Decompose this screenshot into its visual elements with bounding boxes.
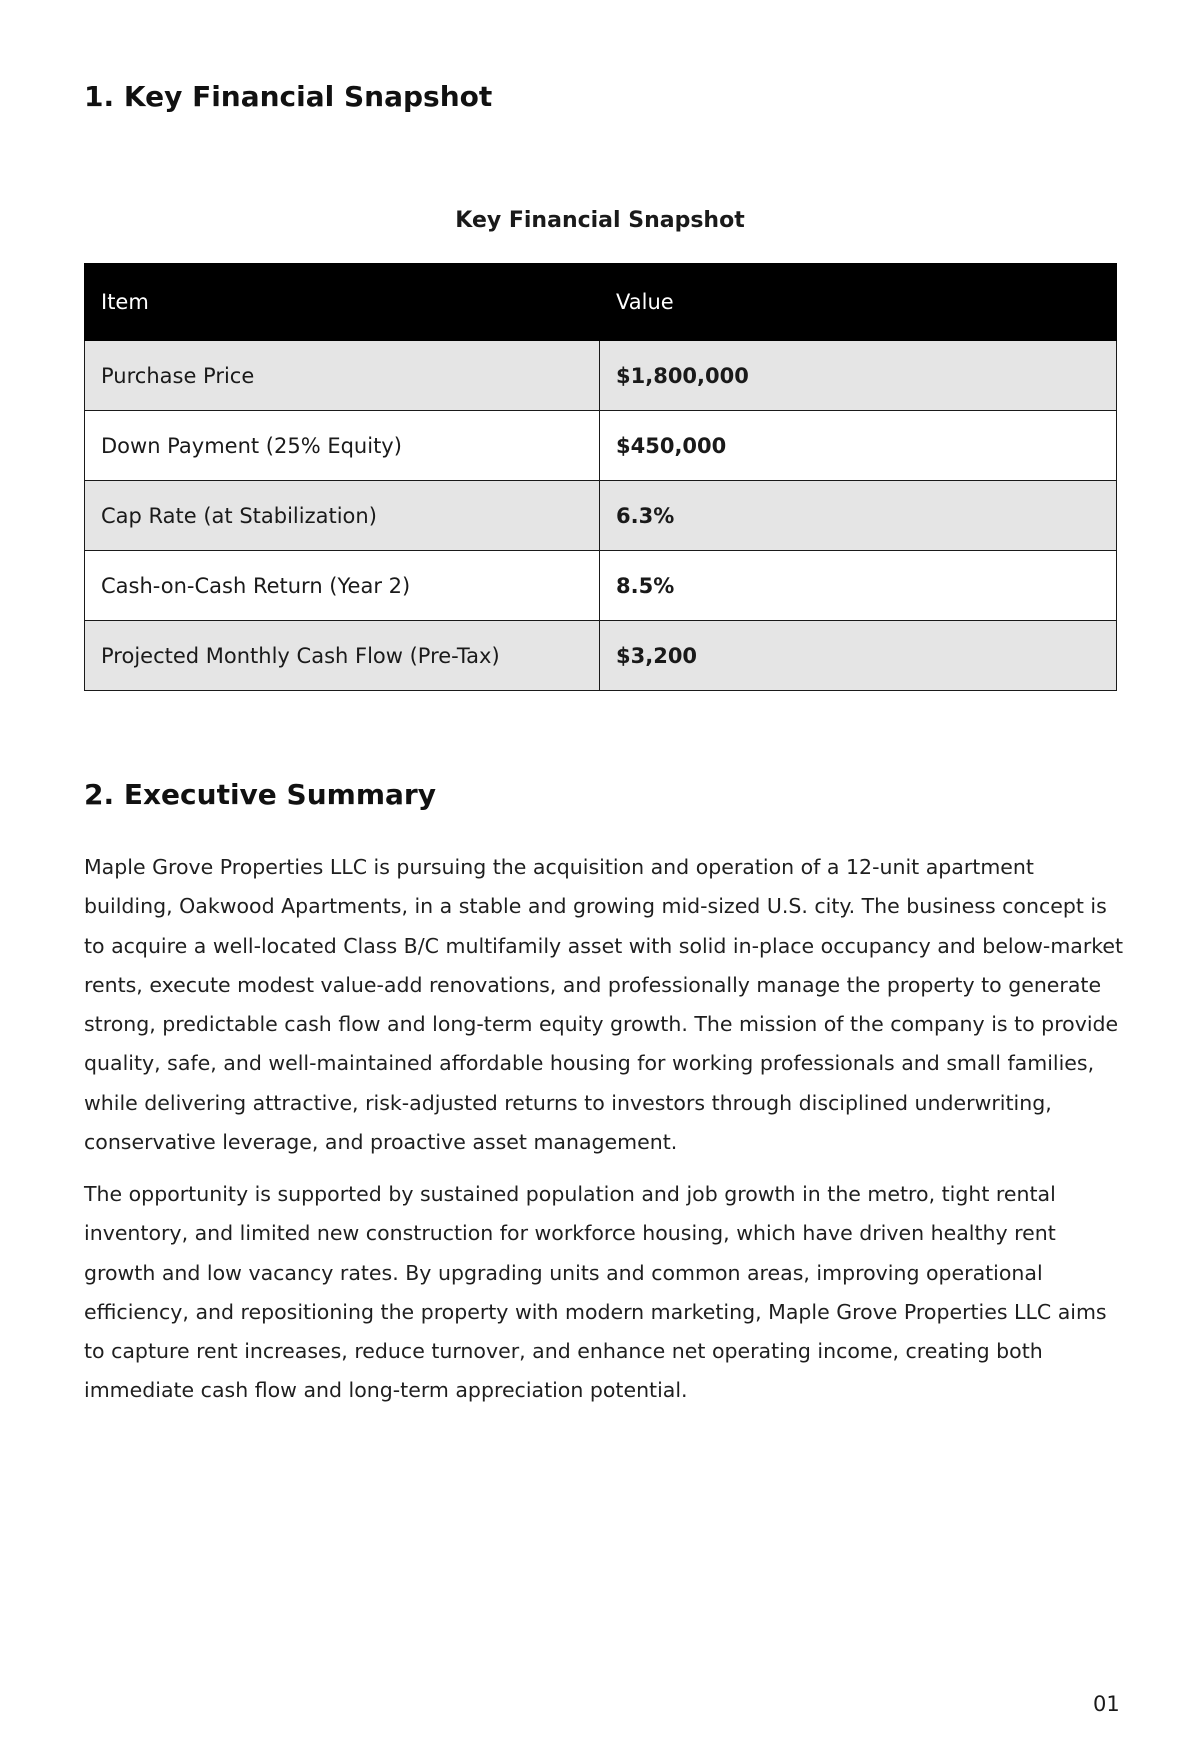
table-row (85, 621, 1117, 691)
section-heading-executive-summary: 2. Executive Summary (84, 778, 436, 811)
table-row (85, 411, 1117, 481)
financial-snapshot-table (84, 263, 1117, 691)
row-item-label: Cash-on-Cash Return (Year 2) (85, 551, 600, 621)
row-item-label: Projected Monthly Cash Flow (Pre-Tax) (85, 621, 600, 691)
row-item-value: $3,200 (600, 621, 1117, 691)
summary-paragraph: The opportunity is supported by sustained population and job growth in the metro, tight rental inventory, and limited new construction for workforce housing, which have driven healthy rent growth and low vacancy rates. By upgrading units and common areas, improving operational efficiency, and repositioning the property with modern marketing, Maple Grove Properties LLC aims to capture rent increases, reduce turnover, and enhance net operating income, creating both immediate cash flow and long-term appreciation potential. (84, 1182, 1107, 1403)
table-header-row (85, 264, 1117, 341)
section-heading-key-financial-snapshot: 1. Key Financial Snapshot (84, 80, 493, 113)
row-item-value: $1,800,000 (600, 341, 1117, 411)
row-item-value: $450,000 (600, 411, 1117, 481)
row-item-label: Down Payment (25% Equity) (85, 411, 600, 481)
column-header-value: Value (600, 264, 1117, 341)
summary-paragraph: Maple Grove Properties LLC is pursuing the acquisition and operation of a 12-unit apartment building, Oakwood Apartments, in a stable and growing mid-sized U.S. city. The business concept is to acquire a well-located Class B/C multifamily asset with solid in-place occupancy and below-market rents, execute modest value-add renovations, and professionally manage the property to generate strong, predictable cash flow and long-term equity growth. The mission of the company is to provide quality, safe, and well-maintained affordable housing for working professionals and small families, while delivering attractive, risk-adjusted returns to investors through disciplined underwriting, conservative leverage, and proactive asset management. (84, 855, 1124, 1155)
row-item-label: Purchase Price (85, 341, 600, 411)
table-row (85, 341, 1117, 411)
row-item-label: Cap Rate (at Stabilization) (85, 481, 600, 551)
table-caption: Key Financial Snapshot (455, 208, 745, 233)
page-number: 01 (1093, 1692, 1120, 1716)
row-item-value: 8.5% (600, 551, 1117, 621)
row-item-value: 6.3% (600, 481, 1117, 551)
table-row (85, 481, 1117, 551)
column-header-item: Item (85, 264, 600, 341)
table-row (85, 551, 1117, 621)
